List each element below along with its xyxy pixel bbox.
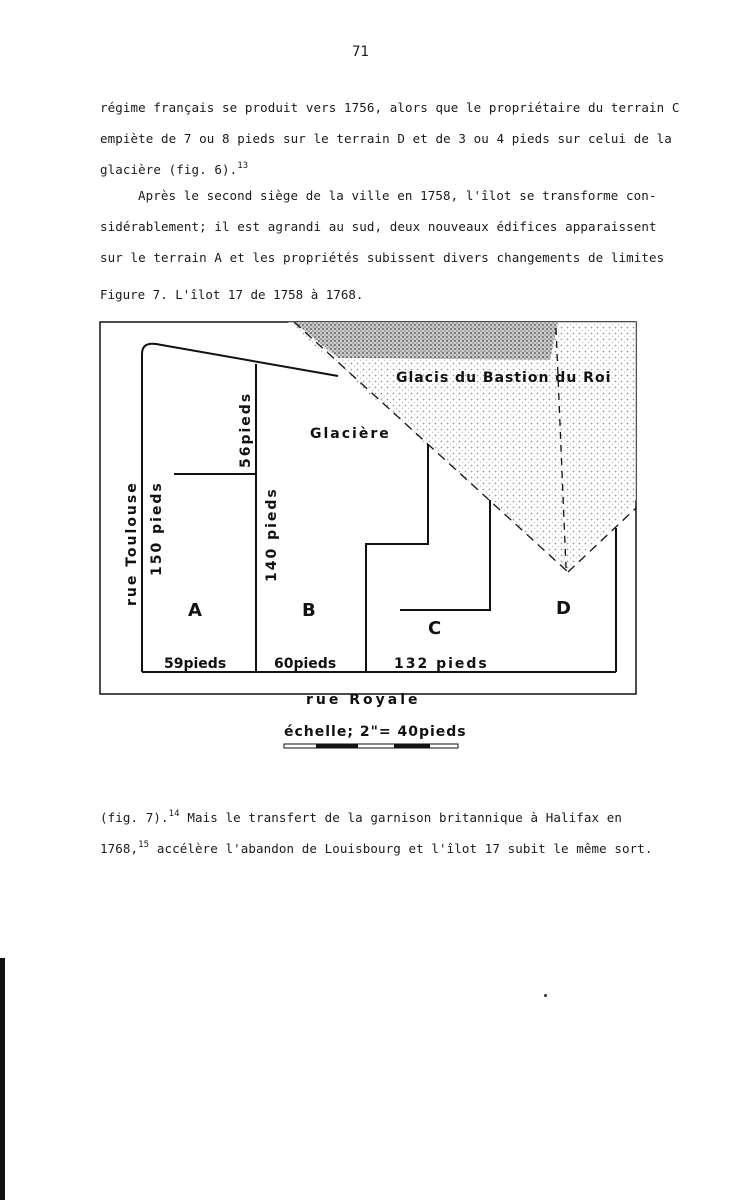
paragraph-bottom bbox=[100, 802, 670, 864]
footnote-ref: 14 bbox=[168, 809, 180, 819]
figure-caption: Figure 7. L'îlot 17 de 1758 à 1768. bbox=[100, 287, 364, 302]
text-line: sur le terrain A et les propriétés subissent divers changements de limites bbox=[100, 250, 665, 265]
footnote-ref: 13 bbox=[237, 161, 249, 171]
paragraph-top bbox=[100, 92, 680, 185]
scan-speck bbox=[544, 994, 547, 997]
text-line: sidérablement; il est agrandi au sud, deux nouveaux édifices apparaissent bbox=[100, 219, 657, 234]
street-label-toulouse: rue Toulouse bbox=[124, 481, 140, 606]
dimension-label-132: 132 pieds bbox=[394, 656, 489, 672]
scale-bar bbox=[284, 744, 458, 748]
text-fragment: glacière (fig. 6). bbox=[100, 162, 238, 177]
lot-label-b: B bbox=[302, 600, 316, 621]
lot-line-b-c bbox=[366, 444, 428, 672]
glacis-area bbox=[288, 322, 636, 570]
glacis-shadow bbox=[294, 322, 558, 360]
paragraph-second bbox=[100, 180, 670, 273]
dimension-label-150: 150 pieds bbox=[149, 481, 165, 576]
lot-label-c: C bbox=[428, 618, 442, 639]
text-fragment: (fig. 7). bbox=[100, 810, 169, 825]
dimension-label-60: 60pieds bbox=[274, 656, 337, 672]
text-line: Après le second siège de la ville en 1758, l'îlot se transforme con- bbox=[138, 188, 657, 203]
figure-7-map bbox=[98, 320, 638, 780]
text-fragment: accélère l'abandon de Louisbourg et l'îlot 17 subit le même sort. bbox=[149, 841, 653, 856]
glacis-label: Glacis du Bastion du Roi bbox=[396, 370, 612, 386]
text-fragment: Mais le transfert de la garnison britannique à Halifax en bbox=[179, 810, 622, 825]
text-line bbox=[100, 802, 670, 833]
scale-label: échelle; 2"= 40pieds bbox=[284, 724, 467, 740]
lot-label-d: D bbox=[556, 598, 571, 619]
dimension-label-56: 56pieds bbox=[238, 391, 254, 468]
lot-line-c-d bbox=[400, 500, 490, 610]
street-label-royale: rue Royale bbox=[306, 692, 421, 708]
glaciere-label: Glacière bbox=[310, 426, 391, 442]
text-fragment: 1768, bbox=[100, 841, 139, 856]
page-number: 71 bbox=[352, 44, 369, 60]
dimension-label-140: 140 pieds bbox=[264, 487, 280, 582]
footnote-ref: 15 bbox=[138, 840, 150, 850]
lot-label-a: A bbox=[188, 600, 202, 621]
text-line: régime français se produit vers 1756, alors que le propriétaire du terrain C bbox=[100, 100, 680, 115]
dimension-label-59: 59pieds bbox=[164, 656, 227, 672]
scan-margin-bar bbox=[0, 958, 5, 1200]
text-line bbox=[100, 833, 670, 864]
site-plan bbox=[98, 320, 638, 780]
text-line: empiète de 7 ou 8 pieds sur le terrain D et de 3 ou 4 pieds sur celui de la bbox=[100, 131, 672, 146]
